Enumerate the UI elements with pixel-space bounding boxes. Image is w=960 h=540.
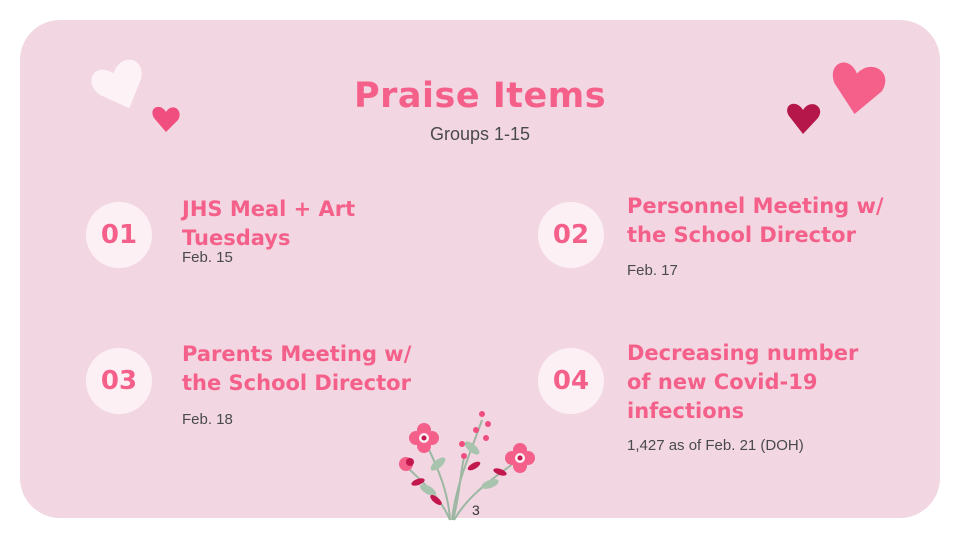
- item-date: Feb. 18: [182, 411, 233, 428]
- item-title-line: Tuesdays: [182, 226, 291, 250]
- item-date: Feb. 15: [182, 249, 233, 266]
- page-subtitle: Groups 1-15: [429, 124, 531, 144]
- item-title-line: infections: [627, 399, 745, 423]
- page-title: Praise Items: [353, 76, 607, 116]
- item-title-line: Decreasing number: [627, 341, 859, 365]
- item-title-line: Parents Meeting w/: [182, 342, 412, 366]
- item-title-line: of new Covid-19: [627, 370, 818, 394]
- item-number-badge: 04: [538, 348, 604, 414]
- item-title-line: Personnel Meeting w/: [627, 194, 884, 218]
- flower-bouquet-icon: [390, 404, 540, 520]
- item-number-badge: 01: [86, 202, 152, 268]
- item-number-badge: 02: [538, 202, 604, 268]
- item-date: Feb. 17: [627, 262, 678, 279]
- item-title: [182, 340, 411, 398]
- item-title: [627, 339, 858, 426]
- item-number-badge: 03: [86, 348, 152, 414]
- page-number: 3: [472, 502, 480, 518]
- item-title: [627, 192, 884, 250]
- item-date: 1,427 as of Feb. 21 (DOH): [627, 437, 804, 454]
- item-title-line: the School Director: [182, 371, 411, 395]
- item-title-line: the School Director: [627, 223, 856, 247]
- item-title-line: JHS Meal + Art: [182, 197, 356, 221]
- item-title: [182, 195, 355, 253]
